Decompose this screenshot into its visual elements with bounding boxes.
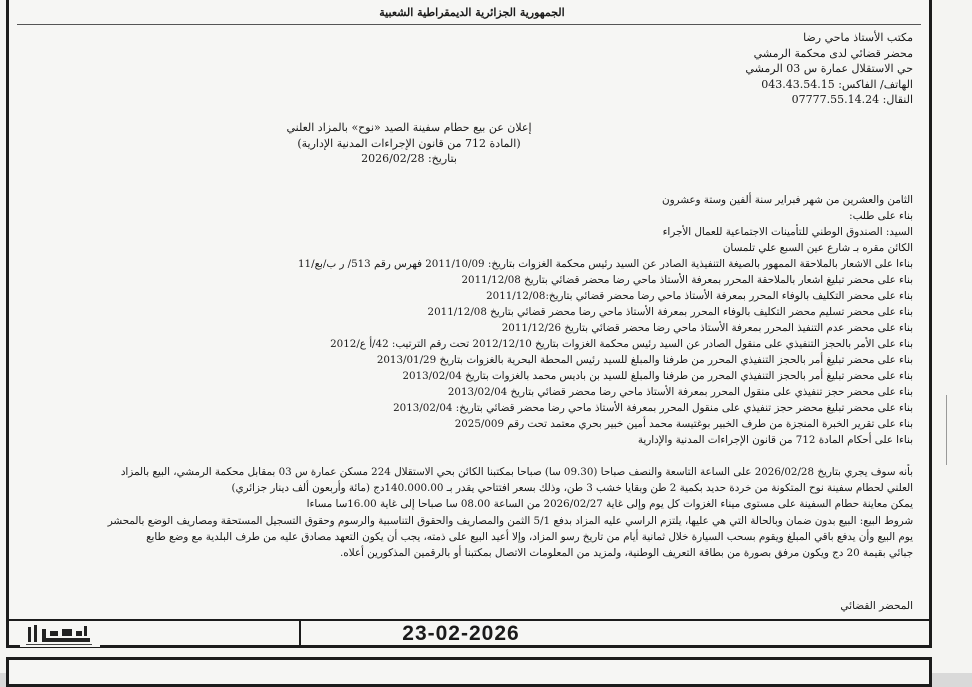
sale-conditions	[17, 513, 913, 561]
office-mobile: النقال: 07777.55.14.24	[791, 93, 913, 107]
body-line: بناءا على أحكام المادة 712 من قانون الإجراءات المدنية والإدارية	[637, 434, 913, 446]
body-line: بناءا على الاشعار بالملاحقة الممهور بالصيغة التنفيذية الصادر عن السيد رئيس محكمة الغزوات بتاريخ: 2011/10/09 فهرس رقم 513/ ر ب/بع/11	[298, 258, 913, 270]
body-line: بناء على محضر عدم التنفيذ المحرر بمعرفة الأستاذ ماحي رضا محضر قضائي بتاريخ 2011/12/26	[501, 322, 913, 334]
office-phone-fax: الهاتف/ الفاكس: 043.43.54.15	[761, 77, 913, 91]
title-divider	[17, 24, 921, 25]
notice-date: بتاريخ: 2026/02/28	[361, 152, 457, 165]
notice-title: إعلان عن بيع حطام سفينة الصيد «نوح» بالمزاد العلني	[286, 121, 532, 134]
body-line: بناء على محضر تسليم محضر التكليف بالوفاء المحرر بمعرفة الأستاذ ماحي رضا محضر قضائي بتاريخ 2011/12/08	[427, 306, 913, 318]
office-address: حي الاستقلال عمارة س 03 الرمشي	[745, 62, 913, 76]
body-line: بناء على الأمر بالحجز التنفيذي على منقول الصادر عن السيد رئيس محكمة الغزوات بتاريخ 2012/12/10 تحت رقم الترتيب: 42/أ ع/2012	[330, 338, 913, 350]
office-role: محضر قضائي لدى محكمة الرمشي	[753, 46, 913, 60]
newspaper-logo	[17, 620, 102, 648]
bailiff-office-block	[493, 30, 913, 108]
conditions-line: جبائي بقيمة 20 دج ويكون مرفق بصورة من بطاقة التعريف الوطنية، ولمزيد من المعلومات الاتصال بمكتبنا أو بالرقمين المذكورين أعلاه.	[340, 547, 913, 559]
sale-details	[17, 464, 913, 512]
next-notice-frame	[6, 657, 932, 687]
body-line: بناء على محضر تبليغ أمر بالحجز التنفيذي المحرر من طرفنا والمبلغ للسيد بن باديس محمد بالغزوات بتاريخ 2013/02/04	[402, 370, 913, 382]
body-line: السيد: الصندوق الوطني للتأمينات الاجتماعية للعمال الأجراء	[662, 226, 913, 238]
sale-line: العلني لحطام سفينة نوح المتكونة من خردة حديد بكمية 2 طن وبقايا خشب 3 طن، وذلك بسعر افتتاحي يقدر بـ 140.000.00دج (مائة وأربعون ألف دينار جزائري)	[231, 482, 913, 494]
sale-line: بأنه سوف يجري بتاريخ 2026/02/28 على الساعة التاسعة والنصف صباحا (09.30 سا) صباحا بمكتبنا الكائن بحي الاستقلال 224 مسكن عمارة س 03 بمقابل محكمة الرمشي، البيع بالمزاد	[120, 466, 913, 478]
conditions-line: يوم البيع وأن يدفع باقي المبلغ ويقوم بسحب السيارة خلال ثمانية أيام من تاريخ رسو المزاد، وإلا أعيد البيع على ذمته، يجب أن يكون التعهد مصادق عليه من طرف البلدية مع وضع طابع	[146, 531, 913, 543]
logo-icon	[20, 621, 100, 647]
notice-legal-article: (المادة 712 من قانون الإجراءات المدنية الإدارية)	[297, 136, 521, 150]
signature-label: المحضر القضائي	[840, 600, 913, 612]
office-name: مكتب الأستاذ ماحي رضا	[803, 31, 913, 44]
publication-date: 23-02-2026	[299, 620, 621, 648]
notice-body	[17, 192, 913, 448]
body-line: بناء على محضر تبليغ أمر بالحجز التنفيذي المحرر من طرفنا والمبلغ للسيد رئيس المحطة البحرية بالغزوات بتاريخ 2013/01/29	[376, 354, 913, 366]
notice-frame	[6, 0, 932, 648]
margin-mark	[946, 395, 967, 465]
body-line: بناء على محضر تبليغ اشعار بالملاحقة المحرر بمعرفة الأستاذ ماحي رضا محضر قضائي بتاريخ 2011/12/08	[461, 274, 913, 286]
body-line: بناء على محضر حجز تنفيذي على منقول المحرر بمعرفة الأستاذ ماحي رضا محضر قضائي بتاريخ 2013/02/04	[447, 386, 913, 398]
notice-heading	[259, 120, 559, 167]
sale-line: يمكن معاينة حطام السفينة على مستوى ميناء الغزوات كل يوم وإلى غاية 2026/02/27 من الساعة 08.00 سا صباحا إلى غاية 16.00سا مساءا	[306, 498, 913, 510]
body-line: الثامن والعشرين من شهر فبراير سنة ألفين وستة وعشرون	[662, 194, 913, 206]
body-line: بناء على تقرير الخبرة المنجزة من طرف الخبير بوغتيسة محمد أمين خبير بحري معتمد تحت رقم 2025/009	[454, 418, 913, 430]
body-line: بناء على محضر تبليغ محضر حجز تنفيذي على منقول المحرر بمعرفة الأستاذ ماحي رضا محضر قضائي بتاريخ: 2013/02/04	[393, 402, 913, 414]
conditions-line: شروط البيع: البيع بدون ضمان وبالحالة التي هي عليها، يلتزم الراسي عليه المزاد بدفع 5/1 الثمن والمصاريف والحقوق التناسبية والرسوم وحقوق التسجيل المستحقة ومصاريف الوضع بالمحشر	[107, 515, 913, 527]
republic-title: الجمهورية الجزائرية الديمقراطية الشعبية	[379, 6, 565, 19]
body-line: الكائن مقره بـ شارع عين السبع علي تلمسان	[722, 242, 913, 254]
body-line: بناء على محضر التكليف بالوفاء المحرر بمعرفة الأستاذ ماحي رضا محضر قضائي بتاريخ:2011/12/08	[486, 290, 913, 302]
body-line: بناء على طلب:	[849, 210, 913, 222]
